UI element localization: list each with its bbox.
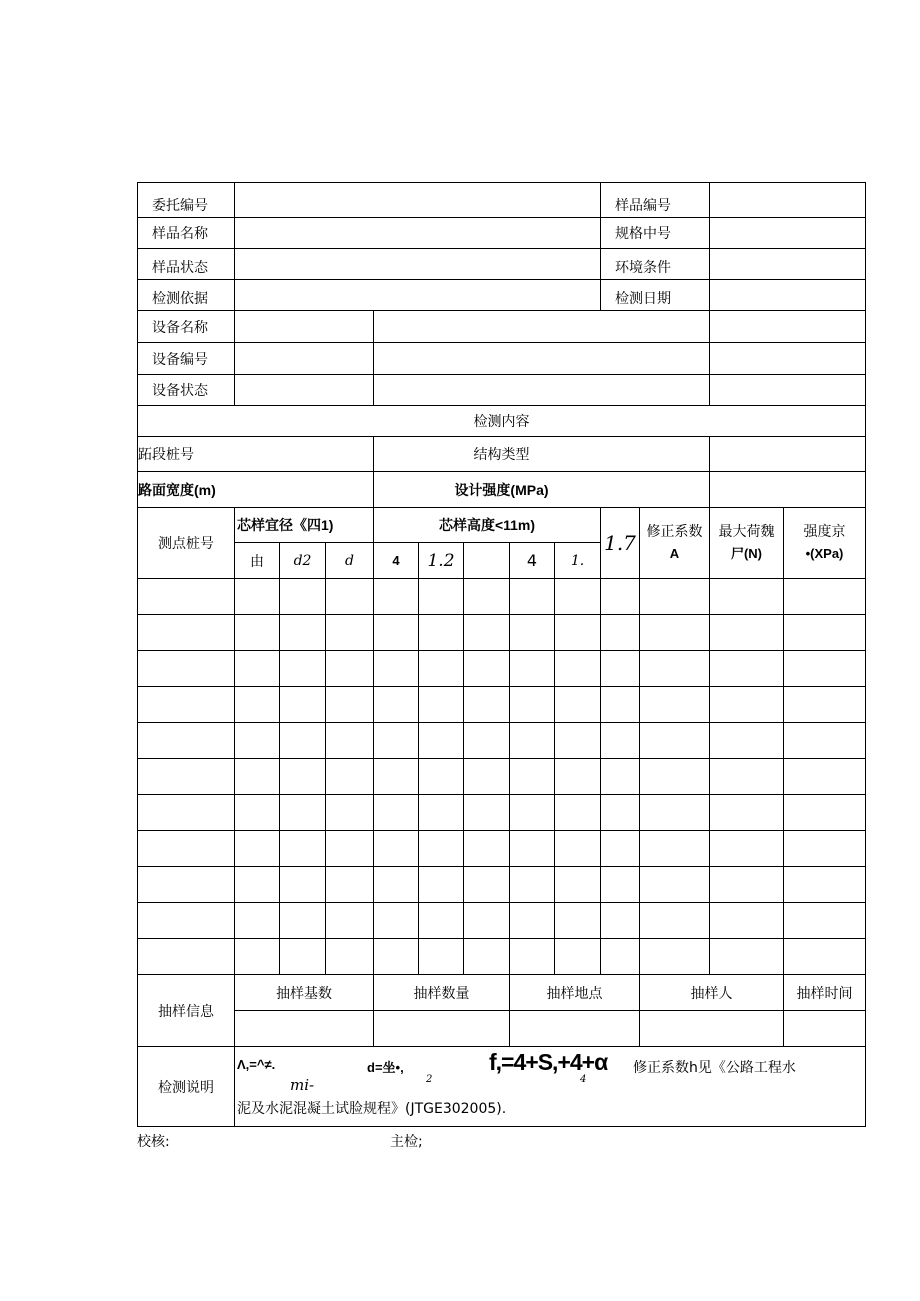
label-road-width: 路面宽度(m) [138,472,374,508]
test-date-field[interactable] [710,280,866,311]
note-standard-ref: 泥及水泥混凝土试脸规程》(JTGE302005). [237,1100,507,1117]
label-design-strength: 设计强度(MPa) [374,472,710,508]
label-device-status: 设备状态 [138,375,235,406]
label-sample-no: 样品编号 [601,183,710,218]
sampling-base-field[interactable] [235,1011,374,1047]
device-status-field-2[interactable] [374,375,710,406]
footer-check: 校核: [137,1134,170,1150]
table-row [138,687,866,723]
sample-no-field[interactable] [710,183,866,218]
formula-sub-2: 2 [426,1073,433,1085]
label-sample-name: 样品名称 [138,218,235,249]
device-no-field-2[interactable] [374,343,710,375]
label-device-no: 设备编号 [138,343,235,375]
formula-f: f,=4+S,+4+α [489,1048,608,1075]
table-row [138,723,866,759]
correction-line2: A [669,546,680,561]
label-sampling-info: 抽样信息 [138,975,235,1047]
label-sampling-time: 抽样时间 [784,975,866,1011]
label-test-date: 检测日期 [601,280,710,311]
label-environment: 环境条件 [601,249,710,280]
sub-d: d [326,543,374,579]
sub-h-4a: 4 [374,543,419,579]
sampling-time-field[interactable] [784,1011,866,1047]
formula-sub-4: 4 [580,1073,587,1085]
test-basis-field[interactable] [235,280,601,311]
structure-type-field[interactable] [710,437,866,472]
sub-h-12: 1.2 [419,543,464,579]
label-device-name: 设备名称 [138,311,235,343]
strength-line1: 强度京 [803,524,846,540]
table-row [138,615,866,651]
sub-h-1: 1. [555,543,601,579]
strength-line2: •(XPa) [805,546,844,561]
label-commission-no: 委托编号 [138,183,235,218]
max-load-line1: 最大荷魏 [718,524,775,540]
label-sample-status: 样品状态 [138,249,235,280]
table-row [138,867,866,903]
label-sampling-person: 抽样人 [640,975,784,1011]
col-max-load [710,508,784,579]
col-core-height: 芯样高度<11m) [374,508,601,543]
label-sampling-base: 抽样基数 [235,975,374,1011]
sub-h-4b: 4 [510,543,555,579]
sub-d2: d2 [280,543,326,579]
commission-no-field[interactable] [235,183,601,218]
label-structure-type: 结构类型 [374,437,710,472]
sub-d-you: 由 [235,543,280,579]
test-content-title: 检测内容 [138,406,866,437]
test-record-form [137,182,866,1127]
formula-d: d=坐•, [367,1059,404,1075]
label-test-notes: 检测说明 [138,1047,235,1127]
footer-main-test: 主检; [390,1134,423,1150]
sampling-location-field[interactable] [510,1011,640,1047]
device-no-field[interactable] [235,343,374,375]
col-point-stake: 测点桩号 [138,508,235,579]
label-spec-model: 规格中号 [601,218,710,249]
device-name-field-3[interactable] [710,311,866,343]
col-h17: 1.7 [601,508,640,579]
table-row [138,651,866,687]
col-core-diameter: 芯样宜径《四1) [235,508,374,543]
label-test-basis: 检测依据 [138,280,235,311]
sampling-person-field[interactable] [640,1011,784,1047]
table-row [138,759,866,795]
test-notes-content [235,1047,866,1127]
sampling-qty-field[interactable] [374,1011,510,1047]
table-row [138,831,866,867]
table-row [138,939,866,975]
col-correction [640,508,710,579]
design-strength-field[interactable] [710,472,866,508]
sub-h-blank [464,543,510,579]
device-name-field-2[interactable] [374,311,710,343]
table-row [138,903,866,939]
note-correction-ref: 修正系数h见《公路工程水 [633,1059,796,1076]
col-strength [784,508,866,579]
formula-sub-mi: mi- [290,1075,315,1094]
device-status-field[interactable] [235,375,374,406]
table-row [138,579,866,615]
label-sampling-location: 抽样地点 [510,975,640,1011]
device-status-field-3[interactable] [710,375,866,406]
environment-field[interactable] [710,249,866,280]
max-load-line2: 尸(N) [730,546,763,561]
label-section-stake: 跖段桩号 [138,437,374,472]
formula-lambda: Λ,=^≠. [237,1056,276,1072]
device-name-field[interactable] [235,311,374,343]
sample-status-field[interactable] [235,249,601,280]
device-no-field-3[interactable] [710,343,866,375]
correction-line1: 修正系数 [646,524,703,540]
table-row [138,795,866,831]
sample-name-field[interactable] [235,218,601,249]
spec-model-field[interactable] [710,218,866,249]
label-sampling-qty: 抽样数量 [374,975,510,1011]
